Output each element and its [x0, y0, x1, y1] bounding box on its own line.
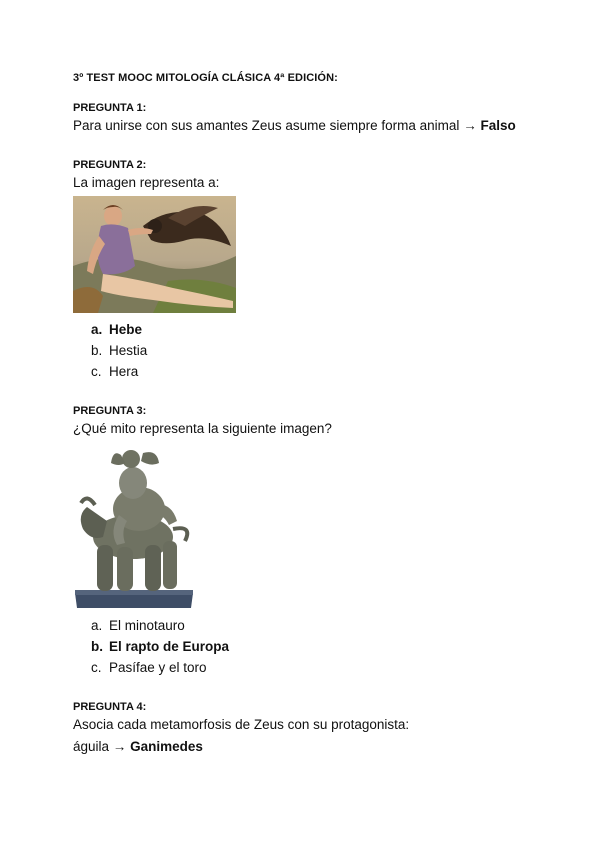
question-2-heading: PREGUNTA 2:	[73, 159, 147, 171]
pair-left: águila	[73, 739, 110, 754]
question-2-option-b[interactable]	[91, 343, 147, 358]
painting-woman-eagle-image	[73, 196, 236, 313]
question-3-option-a[interactable]	[91, 618, 185, 633]
question-3-prompt: ¿Qué mito representa la siguiente imagen?	[73, 421, 332, 436]
question-4-prompt: Asocia cada metamorfosis de Zeus con su protagonista:	[73, 717, 410, 732]
painting-icon	[73, 196, 236, 313]
question-1-heading: PREGUNTA 1:	[73, 102, 147, 114]
question-4-heading: PREGUNTA 4:	[73, 701, 147, 713]
question-1-answer: Falso	[480, 118, 516, 133]
option-text: El rapto de Europa	[109, 639, 230, 654]
option-letter: b.	[91, 343, 103, 358]
question-3-heading: PREGUNTA 3:	[73, 405, 147, 417]
option-text: Hebe	[109, 322, 143, 337]
arrow-icon: →	[463, 118, 477, 133]
option-letter: c.	[91, 364, 102, 379]
question-1-text	[73, 118, 516, 133]
option-letter: a.	[91, 618, 103, 633]
pair-right: Ganimedes	[130, 739, 203, 754]
sculpture-woman-on-bull-image	[73, 445, 195, 608]
question-3-option-c[interactable]	[91, 660, 207, 675]
sculpture-icon	[73, 445, 195, 608]
question-3-option-b[interactable]	[91, 639, 229, 654]
question-2-option-a[interactable]	[91, 322, 142, 337]
arrow-icon: →	[112, 739, 127, 754]
question-4-pair	[73, 739, 203, 754]
option-letter: a.	[91, 322, 103, 337]
option-text: Hera	[109, 364, 139, 379]
question-2-prompt: La imagen representa a:	[73, 175, 220, 190]
option-text: El minotauro	[109, 618, 185, 633]
document-title: 3º TEST MOOC MITOLOGÍA CLÁSICA 4ª EDICIÓN:	[73, 72, 338, 84]
option-text: Hestia	[109, 343, 148, 358]
option-letter: b.	[91, 639, 103, 654]
option-text: Pasífae y el toro	[109, 660, 207, 675]
question-2-option-c[interactable]	[91, 364, 138, 379]
option-letter: c.	[91, 660, 102, 675]
question-1-prompt: Para unirse con sus amantes Zeus asume siempre forma animal	[73, 118, 460, 133]
